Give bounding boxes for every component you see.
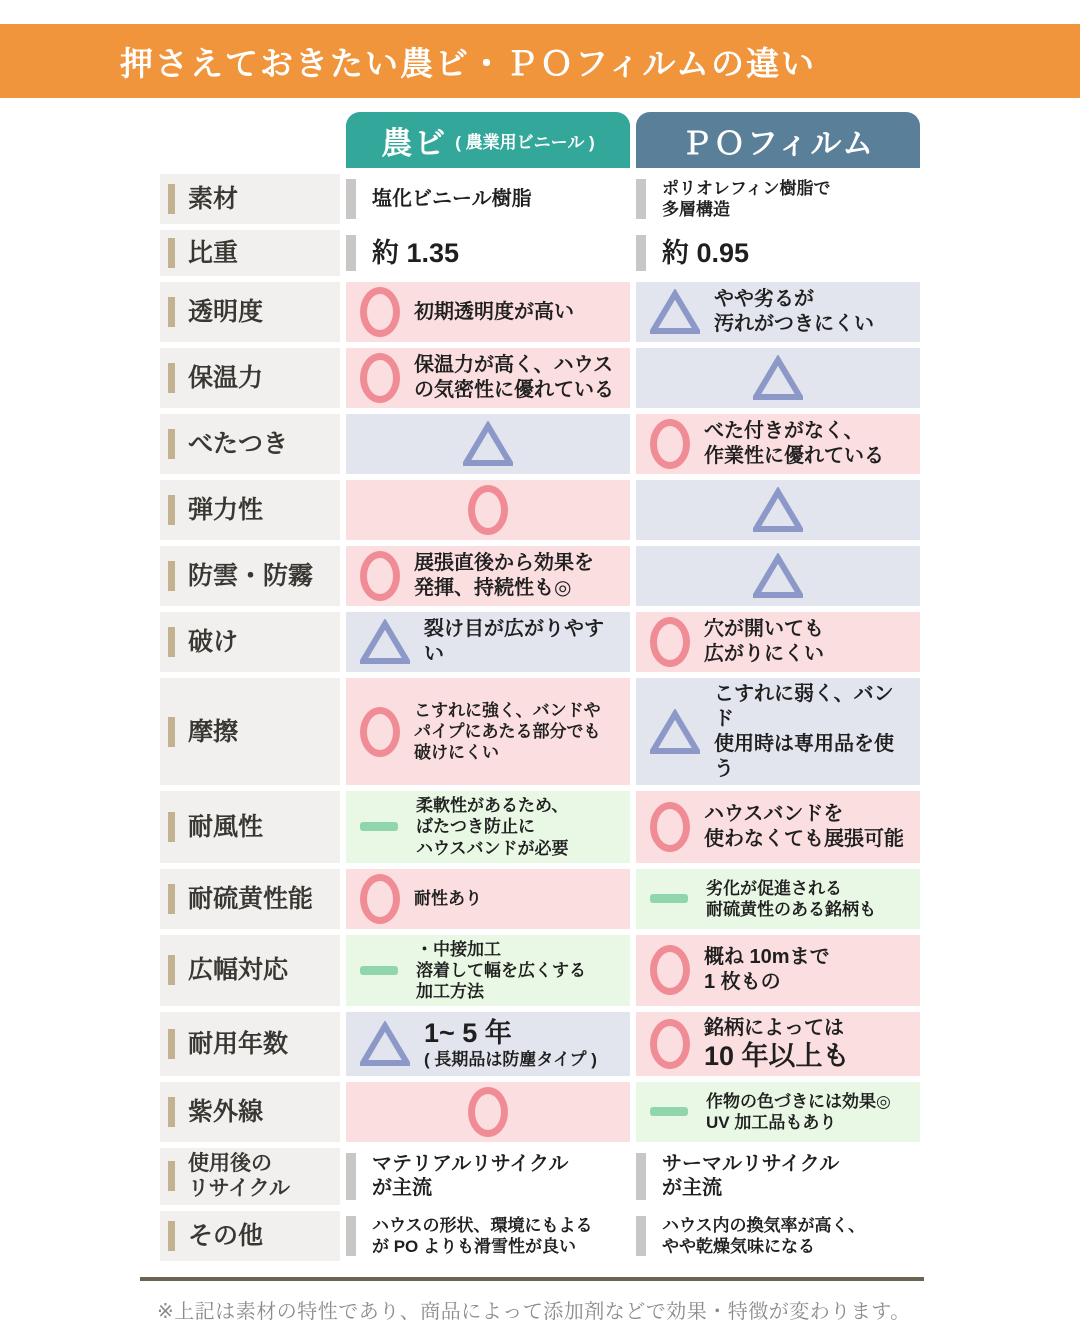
- cell-text: [662, 1215, 865, 1257]
- value-cell-nobi-row-1: [346, 230, 630, 276]
- cell-text-line: 溶着して幅を広くする: [416, 960, 586, 980]
- value-cell-po-row-6: [636, 546, 920, 606]
- cell-text-line: パイプにあたる部分でも: [414, 722, 601, 742]
- fair-triangle-icon: [360, 1021, 410, 1067]
- value-cell-po-row-0: [636, 174, 920, 224]
- column-header-nobi-label: 農ビ: [381, 125, 448, 161]
- note-dash-icon: [650, 894, 688, 903]
- row-label-1: [160, 230, 340, 276]
- fair-triangle-icon: [360, 619, 410, 665]
- fair-triangle-icon: [753, 487, 803, 533]
- cell-text-line: ハウス内の換気率が高く、: [662, 1216, 866, 1236]
- row-label-3: [160, 348, 340, 408]
- cell-text-line: 破けにくい: [414, 743, 499, 763]
- good-circle-icon: [650, 802, 690, 852]
- value-cell-po-row-8: [636, 678, 920, 785]
- column-header-nobi: [346, 112, 630, 168]
- cell-text-line: 展張直後から効果を: [414, 552, 594, 575]
- value-cell-nobi-row-6: [346, 546, 630, 606]
- cell-text-line: ( 長期品は防塵タイプ ): [424, 1049, 597, 1069]
- cell-text: [414, 700, 601, 763]
- cell-text-line: マテリアルリサイクル: [372, 1152, 569, 1175]
- cell-text-line: やや劣るが: [714, 288, 814, 311]
- row-label-text: 比重: [188, 239, 239, 268]
- fair-triangle-icon: [753, 553, 803, 599]
- divider-line: [140, 1277, 924, 1281]
- cell-text-line: 柔軟性があるため、: [416, 796, 569, 816]
- good-circle-icon: [360, 287, 400, 337]
- good-circle-icon: [360, 707, 400, 757]
- value-cell-po-row-11: [636, 935, 920, 1006]
- cell-text-line: 多層構造: [662, 200, 730, 220]
- column-header-po: [636, 112, 920, 168]
- cell-text-line: 穴が開いても: [704, 618, 824, 641]
- cell-text-line: 裂け目が広がりやすい: [424, 618, 604, 666]
- value-cell-nobi-row-15: [346, 1211, 630, 1261]
- title-banner: [0, 24, 1080, 98]
- cell-text: [372, 238, 459, 269]
- row-label-text: その他: [188, 1222, 264, 1251]
- row-label-text: 摩擦: [188, 717, 239, 746]
- cell-text-line: 使用時は専用品を使う: [714, 732, 894, 780]
- cell-text: [704, 1016, 850, 1072]
- value-cell-nobi-row-13: [346, 1082, 630, 1142]
- good-circle-icon: [360, 551, 400, 601]
- good-circle-icon: [650, 1019, 690, 1069]
- value-cell-po-row-9: [636, 791, 920, 862]
- row-label-text: 素材: [188, 185, 239, 214]
- row-label-text: 広幅対応: [188, 956, 289, 985]
- cell-text: [424, 617, 622, 667]
- column-header-po-label: ＰＯフィルム: [680, 125, 876, 161]
- cell-text-line: が主流: [372, 1177, 432, 1200]
- cell-text-line: 銘柄によっては: [704, 1016, 844, 1039]
- row-label-text: 透明度: [188, 298, 264, 327]
- cell-text: [714, 682, 912, 781]
- fair-triangle-icon: [650, 709, 700, 755]
- cell-text-line: べた付きがなく、: [704, 420, 864, 443]
- row-label-text: 弾力性: [188, 496, 264, 525]
- cell-text-line: 10 年以上も: [704, 1040, 850, 1071]
- row-label-text: 紫外線: [188, 1097, 264, 1126]
- cell-text: [662, 1152, 839, 1202]
- value-cell-po-row-10: [636, 869, 920, 929]
- cell-text-line: UV 加工品もあり: [706, 1112, 837, 1132]
- cell-text-line: 加工方法: [416, 981, 484, 1001]
- row-label-2: [160, 282, 340, 342]
- cell-text-line: ハウスバンドが必要: [416, 838, 569, 858]
- row-label-text: 耐風性: [188, 812, 264, 841]
- value-cell-nobi-row-11: [346, 935, 630, 1006]
- row-label-13: [160, 1082, 340, 1142]
- table-corner-spacer: [160, 112, 340, 168]
- cell-text-line: が主流: [662, 1177, 722, 1200]
- row-label-15: [160, 1211, 340, 1261]
- cell-text: [372, 187, 532, 212]
- row-label-7: [160, 612, 340, 672]
- value-cell-nobi-row-7: [346, 612, 630, 672]
- value-cell-po-row-1: [636, 230, 920, 276]
- cell-text: [662, 238, 749, 269]
- cell-text-line: 概ね 10mまで: [704, 946, 830, 969]
- value-cell-nobi-row-12: [346, 1012, 630, 1076]
- cell-text: [704, 802, 904, 852]
- row-label-8: [160, 678, 340, 785]
- cell-text: [416, 795, 569, 858]
- row-label-9: [160, 791, 340, 862]
- good-circle-icon: [360, 353, 400, 403]
- cell-text-line: ポリオレフィン樹脂で: [662, 179, 831, 198]
- cell-text: [706, 1091, 891, 1133]
- cell-text: [704, 945, 830, 995]
- cell-text: [714, 287, 874, 337]
- value-cell-po-row-12: [636, 1012, 920, 1076]
- cell-text-line: ばたつき防止に: [416, 817, 535, 837]
- cell-text: [414, 300, 574, 325]
- cell-text-line: 発揮、持続性も◎: [414, 577, 572, 600]
- cell-text-line: やや乾燥気味になる: [662, 1237, 815, 1257]
- cell-text-line: こすれに弱く、バンド: [714, 683, 894, 730]
- cell-text-line: 耐性あり: [414, 889, 482, 909]
- cell-text-line: 劣化が促進される: [706, 878, 842, 898]
- good-circle-icon: [650, 617, 690, 667]
- row-label-text: 耐用年数: [188, 1029, 289, 1058]
- cell-text-line: ハウスの形状、環境にもよる: [372, 1216, 593, 1236]
- note-dash-icon: [360, 966, 398, 975]
- cell-text-line: ・中接加工: [416, 939, 501, 959]
- cell-text-line: 1~ 5 年: [424, 1017, 512, 1048]
- good-circle-icon: [468, 1087, 508, 1137]
- cell-text-line: 約 1.35: [372, 237, 460, 268]
- cell-text-line: 汚れがつきにくい: [714, 313, 874, 336]
- row-label-text: 耐硫黄性能: [188, 884, 314, 913]
- column-header-nobi-sublabel: ( 農業用ビニール ): [455, 132, 595, 152]
- value-cell-nobi-row-8: [346, 678, 630, 785]
- cell-text-line: 作物の色づきには効果◎: [706, 1091, 891, 1111]
- fair-triangle-icon: [463, 421, 513, 467]
- cell-text: [414, 353, 614, 403]
- row-label-4: [160, 414, 340, 474]
- cell-text: [414, 888, 482, 909]
- value-cell-nobi-row-0: [346, 174, 630, 224]
- cell-text-line: 保温力が高く、ハウス: [414, 354, 613, 377]
- value-cell-nobi-row-4: [346, 414, 630, 474]
- cell-text-line: 初期透明度が高い: [414, 300, 574, 323]
- cell-text-line: 広がりにくい: [704, 643, 824, 666]
- good-circle-icon: [360, 874, 400, 924]
- row-label-text: 破け: [188, 628, 239, 657]
- cell-text-line: 使わなくても展張可能: [704, 827, 904, 850]
- row-label-text: 使用後の リサイクル: [188, 1152, 291, 1201]
- cell-text: [424, 1018, 597, 1070]
- good-circle-icon: [468, 485, 508, 535]
- row-label-5: [160, 480, 340, 540]
- row-label-10: [160, 869, 340, 929]
- cell-text: [416, 939, 586, 1002]
- row-label-6: [160, 546, 340, 606]
- cell-text: [704, 419, 884, 469]
- comparison-table: [160, 112, 920, 1261]
- comparison-infographic: [0, 24, 1080, 1324]
- value-cell-nobi-row-5: [346, 480, 630, 540]
- cell-text-line: 塩化ビニール樹脂: [372, 187, 532, 210]
- good-circle-icon: [650, 945, 690, 995]
- cell-text-line: が PO よりも滑雪性が良い: [372, 1237, 577, 1257]
- value-cell-po-row-4: [636, 414, 920, 474]
- cell-text: [662, 178, 830, 220]
- good-circle-icon: [650, 419, 690, 469]
- value-cell-po-row-15: [636, 1211, 920, 1261]
- value-cell-po-row-3: [636, 348, 920, 408]
- row-label-text: べたつき: [188, 430, 289, 459]
- value-cell-po-row-5: [636, 480, 920, 540]
- cell-text-line: の気密性に優れている: [414, 379, 614, 402]
- value-cell-po-row-13: [636, 1082, 920, 1142]
- note-dash-icon: [360, 822, 398, 831]
- page-title: 押さえておきたい農ビ・ＰＯフィルムの違い: [120, 44, 817, 82]
- value-cell-nobi-row-9: [346, 791, 630, 862]
- cell-text-line: こすれに強く、バンドや: [414, 701, 601, 721]
- row-label-14: [160, 1148, 340, 1206]
- row-label-12: [160, 1012, 340, 1076]
- cell-text-line: サーマルリサイクル: [662, 1152, 840, 1175]
- fair-triangle-icon: [753, 355, 803, 401]
- row-label-0: [160, 174, 340, 224]
- cell-text: [706, 878, 876, 920]
- cell-text: [372, 1215, 593, 1257]
- fair-triangle-icon: [650, 289, 700, 335]
- value-cell-po-row-2: [636, 282, 920, 342]
- cell-text-line: 耐硫黄性のある銘柄も: [706, 899, 876, 919]
- row-label-11: [160, 935, 340, 1006]
- value-cell-po-row-7: [636, 612, 920, 672]
- value-cell-po-row-14: [636, 1148, 920, 1206]
- value-cell-nobi-row-10: [346, 869, 630, 929]
- cell-text-line: ハウスバンドを: [704, 803, 844, 826]
- value-cell-nobi-row-2: [346, 282, 630, 342]
- cell-text-line: 1 枚もの: [704, 971, 781, 994]
- row-label-text: 保温力: [188, 364, 264, 393]
- cell-text-line: 作業性に優れている: [704, 445, 884, 468]
- value-cell-nobi-row-14: [346, 1148, 630, 1206]
- cell-text: [414, 551, 594, 601]
- cell-text-line: 約 0.95: [662, 237, 750, 268]
- cell-text: [704, 617, 824, 667]
- cell-text: [372, 1152, 568, 1202]
- note-dash-icon: [650, 1107, 688, 1116]
- footnote: ※上記は素材の特性であり、商品によって添加剤などで効果・特徴が変わります。: [157, 1301, 911, 1324]
- row-label-text: 防雲・防霧: [188, 562, 314, 591]
- value-cell-nobi-row-3: [346, 348, 630, 408]
